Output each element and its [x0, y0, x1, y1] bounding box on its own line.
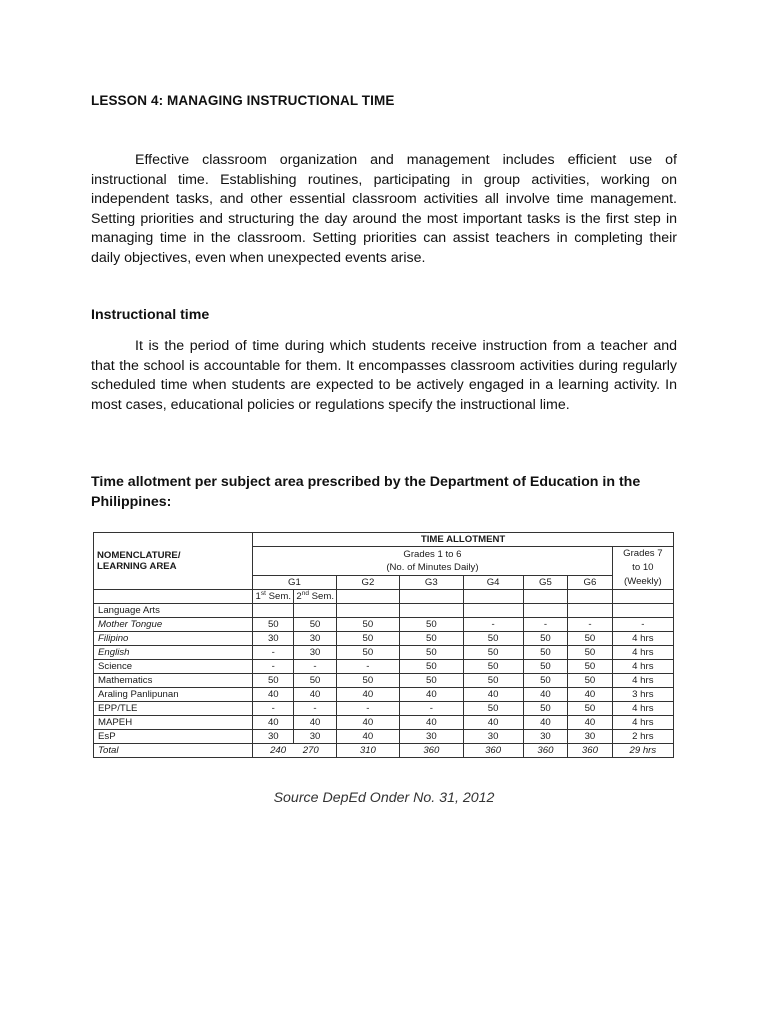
value-cell: 40 [336, 688, 399, 702]
blank-cell [612, 590, 673, 604]
value-cell: 50 [463, 646, 523, 660]
value-cell: - [523, 618, 568, 632]
value-cell: 40 [336, 716, 399, 730]
value-cell: 50 [463, 702, 523, 716]
nomenclature-label: NOMENCLATURE/ [97, 550, 181, 561]
table-row [94, 618, 674, 632]
lesson-title: LESSON 4: MANAGING INSTRUCTIONAL TIME [91, 93, 395, 108]
table-row [94, 702, 674, 716]
value-cell: - [568, 618, 613, 632]
value-cell: 2 hrs [612, 730, 673, 744]
value-cell: 30 [294, 632, 336, 646]
total-g2: 310 [336, 744, 399, 758]
grades-7-label: Grades 7 [623, 548, 663, 559]
to-10-label: to 10 [632, 562, 654, 573]
value-cell: 50 [523, 702, 568, 716]
value-cell: 40 [523, 688, 568, 702]
grades-1-6-header [253, 547, 613, 576]
value-cell: 40 [294, 716, 336, 730]
blank-cell [400, 590, 463, 604]
blank-cell [568, 590, 613, 604]
total-g4: 360 [463, 744, 523, 758]
grades-1-6-label: Grades 1 to 6 [403, 549, 462, 560]
blank-cell [523, 590, 568, 604]
learning-area-cell: English [94, 646, 253, 660]
value-cell: 50 [568, 702, 613, 716]
value-cell: - [294, 702, 336, 716]
total-g6: 360 [568, 744, 613, 758]
learning-area-cell: Mathematics [94, 674, 253, 688]
value-cell: 50 [463, 632, 523, 646]
value-cell: 50 [400, 660, 463, 674]
g5-header: G5 [523, 576, 568, 590]
value-cell: - [253, 660, 294, 674]
first-sem-header: 1st Sem. [253, 590, 294, 604]
value-cell: 40 [336, 730, 399, 744]
value-cell: 50 [253, 674, 294, 688]
intro-paragraph: Effective classroom organization and management includes efficient use of instructional time. Establishing routines, participating in group activities, working on independent tasks, and other essential classroom activities all involve time management. Setting priorities and structuring the day around the most important tasks is the first step in managing time in the classroom. Setting priorities can assist teachers in completing their daily objectives, even when unexpected events arise. [91, 152, 677, 266]
value-cell: 4 hrs [612, 674, 673, 688]
value-cell: 50 [336, 632, 399, 646]
value-cell: 4 hrs [612, 646, 673, 660]
value-cell: 50 [523, 632, 568, 646]
total-g5: 360 [523, 744, 568, 758]
value-cell: 40 [568, 716, 613, 730]
weekly-label: (Weekly) [624, 576, 662, 587]
table-heading: Time allotment per subject area prescribed by the Department of Education in the Philippines: [91, 474, 641, 510]
g2-header: G2 [336, 576, 399, 590]
value-cell: 40 [568, 688, 613, 702]
source-caption: Source DepEd Onder No. 31, 2012 [273, 790, 495, 806]
value-cell: 50 [568, 632, 613, 646]
value-cell: 4 hrs [612, 660, 673, 674]
value-cell: 50 [400, 674, 463, 688]
table-row [94, 646, 674, 660]
value-cell: 40 [523, 716, 568, 730]
learning-area-label: LEARNING AREA [97, 561, 177, 572]
value-cell: 50 [336, 618, 399, 632]
blank-cell [336, 590, 399, 604]
g4-header: G4 [463, 576, 523, 590]
nomenclature-header [94, 533, 253, 590]
value-cell: - [336, 660, 399, 674]
value-cell: 30 [253, 632, 294, 646]
value-cell: - [612, 618, 673, 632]
learning-area-cell: EPP/TLE [94, 702, 253, 716]
value-cell: 40 [253, 716, 294, 730]
learning-area-cell: Science [94, 660, 253, 674]
table-row [94, 716, 674, 730]
g1-header: G1 [253, 576, 336, 590]
second-sem-header: 2nd Sem. [294, 590, 336, 604]
value-cell: 50 [294, 674, 336, 688]
value-cell: - [336, 702, 399, 716]
value-cell: - [253, 646, 294, 660]
language-arts-label: Language Arts [94, 604, 253, 618]
learning-area-cell: Filipino [94, 632, 253, 646]
value-cell: 40 [463, 716, 523, 730]
value-cell: 4 hrs [612, 632, 673, 646]
blank-cell [94, 590, 253, 604]
value-cell: 50 [463, 674, 523, 688]
total-row [94, 744, 674, 758]
learning-area-cell: EsP [94, 730, 253, 744]
value-cell: 50 [253, 618, 294, 632]
blank-cell [463, 590, 523, 604]
value-cell: 30 [568, 730, 613, 744]
grades-7-10-header [612, 547, 673, 590]
value-cell: - [294, 660, 336, 674]
value-cell: 50 [336, 674, 399, 688]
value-cell: 30 [400, 730, 463, 744]
total-label: Total [94, 744, 253, 758]
value-cell: - [253, 702, 294, 716]
value-cell: 50 [523, 660, 568, 674]
value-cell: - [400, 702, 463, 716]
value-cell: 50 [523, 646, 568, 660]
learning-area-cell: MAPEH [94, 716, 253, 730]
total-g1: 240 270 [253, 744, 336, 758]
value-cell: 50 [568, 674, 613, 688]
value-cell: 3 hrs [612, 688, 673, 702]
time-allotment-header: TIME ALLOTMENT [253, 533, 674, 547]
value-cell: 30 [523, 730, 568, 744]
g3-header: G3 [400, 576, 463, 590]
learning-area-cell: Mother Tongue [94, 618, 253, 632]
table-row [94, 660, 674, 674]
total-grades-7-10: 29 hrs [612, 744, 673, 758]
learning-area-cell: Araling Panlipunan [94, 688, 253, 702]
table-row [94, 674, 674, 688]
value-cell: 40 [294, 688, 336, 702]
g6-header: G6 [568, 576, 613, 590]
value-cell: 30 [463, 730, 523, 744]
value-cell: 30 [253, 730, 294, 744]
value-cell: 50 [568, 646, 613, 660]
value-cell: 40 [463, 688, 523, 702]
value-cell: 50 [400, 632, 463, 646]
value-cell: 50 [568, 660, 613, 674]
minutes-daily-label: (No. of Minutes Daily) [386, 562, 479, 573]
value-cell: - [463, 618, 523, 632]
table-row [94, 688, 674, 702]
time-allotment-table [93, 532, 674, 758]
value-cell: 40 [400, 688, 463, 702]
table-row [94, 730, 674, 744]
value-cell: 30 [294, 646, 336, 660]
table-row [94, 632, 674, 646]
value-cell: 50 [336, 646, 399, 660]
total-g3: 360 [400, 744, 463, 758]
value-cell: 50 [523, 674, 568, 688]
instructional-time-heading: Instructional time [91, 307, 210, 323]
value-cell: 40 [400, 716, 463, 730]
value-cell: 50 [463, 660, 523, 674]
value-cell: 4 hrs [612, 702, 673, 716]
value-cell: 50 [400, 646, 463, 660]
value-cell: 4 hrs [612, 716, 673, 730]
value-cell: 50 [400, 618, 463, 632]
instructional-time-paragraph: It is the period of time during which students receive instruction from a teacher and that the school is accountable for them. It encompasses classroom activities during regularly scheduled time when students are expected to be actively engaged in a learning activity. In most cases, educational policies or regulations specify the instructional lime. [91, 338, 677, 413]
value-cell: 50 [294, 618, 336, 632]
value-cell: 40 [253, 688, 294, 702]
value-cell: 30 [294, 730, 336, 744]
